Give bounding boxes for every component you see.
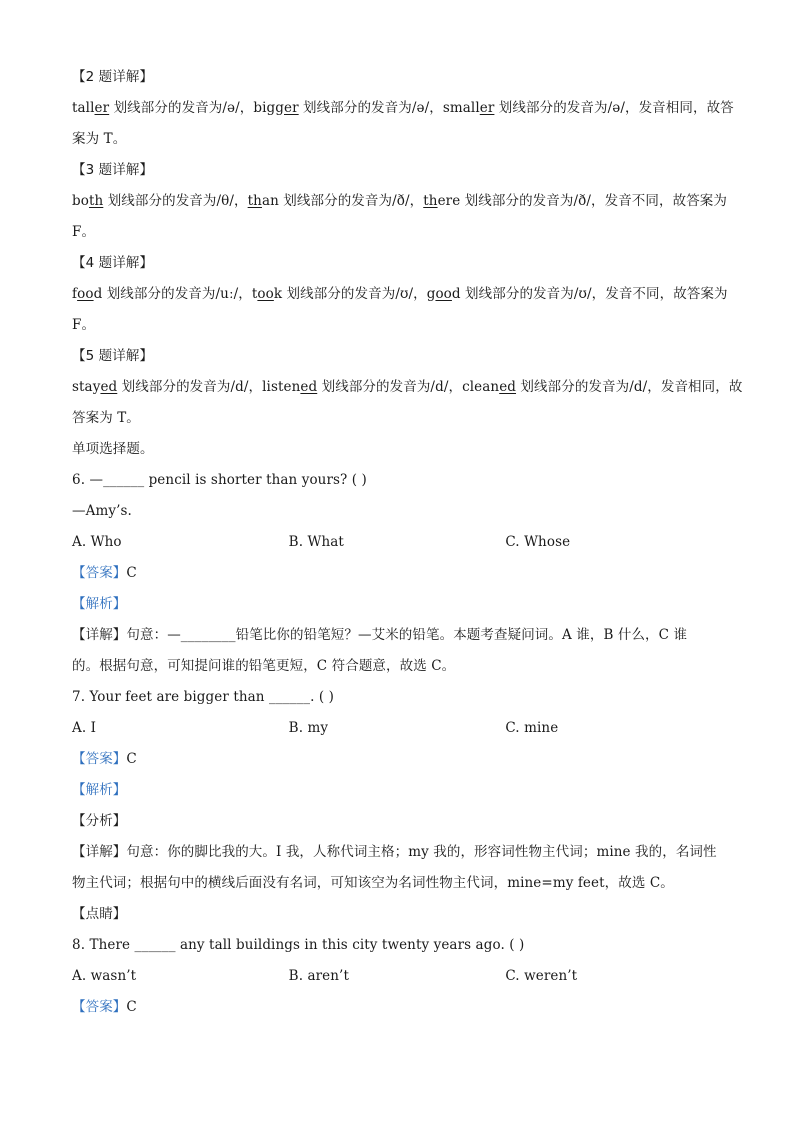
text-line: 【详解】句意：你的脚比我的大。I 我，人称代词主格；my 我的，形容词性物主代词；mine 我的，名词性: [72, 844, 717, 860]
option-a: A. Who: [72, 534, 122, 550]
document-body: [72, 62, 743, 1023]
option-c: C. weren’t: [505, 968, 578, 984]
section-heading: 【4 题详解】: [72, 255, 154, 271]
text-segment: stay: [72, 379, 101, 395]
text-line: [72, 93, 734, 124]
underlined-letters: ed: [100, 379, 118, 395]
underlined-letters: ed: [300, 379, 318, 395]
answer-value: C: [126, 999, 137, 1015]
option-a: A. I: [72, 720, 97, 736]
section-heading: 【分析】: [72, 813, 127, 829]
text-segment: 划线部分的发音为/d/，clean: [317, 379, 500, 395]
option-a: A. wasn’t: [72, 968, 137, 984]
text-line: 答案为 T。: [72, 410, 140, 426]
text-line: 6. —______ pencil is shorter than yours? ( ): [72, 472, 367, 488]
text-line: F。: [72, 224, 96, 240]
text-line: [72, 279, 728, 310]
text-line: —Amy’s.: [72, 503, 132, 519]
text-segment: ere 划线部分的发音为/ð/，发音不同，故答案为: [437, 193, 728, 209]
section-heading: 【2 题详解】: [72, 69, 154, 85]
answer-label: 【答案】: [72, 565, 127, 581]
analysis-label: [72, 589, 722, 620]
text-segment: an 划线部分的发音为/ð/，: [261, 193, 424, 209]
underlined-letters: er: [479, 100, 495, 116]
answer-label: 【答案】: [72, 751, 127, 767]
underlined-letters: er: [284, 100, 299, 116]
analysis-label: [72, 775, 722, 806]
text-line: [72, 372, 743, 403]
option-b: B. What: [288, 534, 344, 550]
text-segment: 划线部分的发音为/d/，发音相同，故: [516, 379, 743, 395]
text-line: 案为 T。: [72, 131, 127, 147]
underlined-letters: oo: [435, 286, 452, 302]
underlined-letters: oo: [257, 286, 274, 302]
underlined-letters: oo: [77, 286, 94, 302]
text-line: 的。根据句意，可知提问谁的铅笔更短，C 符合题意，故选 C。: [72, 658, 456, 674]
underlined-letters: er: [94, 100, 110, 116]
text-segment: 划线部分的发音为/d/，listen: [117, 379, 301, 395]
text-segment: tall: [72, 100, 95, 116]
text-segment: 划线部分的发音为/ə/，bigg: [109, 100, 284, 116]
answer-label: 【解析】: [72, 782, 127, 798]
section-heading: 【3 题详解】: [72, 162, 154, 178]
option-c: C. mine: [505, 720, 559, 736]
underlined-letters: ed: [499, 379, 517, 395]
answer-line: [72, 558, 722, 589]
answer-label: 【解析】: [72, 596, 127, 612]
text-segment: 划线部分的发音为/ə/，small: [298, 100, 480, 116]
answer-value: C: [126, 565, 137, 581]
underlined-letters: th: [247, 193, 262, 209]
text-segment: 划线部分的发音为/θ/，: [103, 193, 248, 209]
text-segment: bo: [72, 193, 89, 209]
text-segment: 划线部分的发音为/ə/，发音相同，故答: [494, 100, 734, 116]
answer-line: [72, 992, 722, 1023]
option-b: B. my: [288, 720, 329, 736]
answer-line: [72, 744, 722, 775]
text-line: 【详解】句意：—________铅笔比你的铅笔短？—艾米的铅笔。本题考查疑问词。A 谁，B 什么，C 谁: [72, 627, 688, 643]
underlined-letters: th: [423, 193, 438, 209]
text-line: [72, 186, 728, 217]
answer-label: 【答案】: [72, 999, 127, 1015]
text-line: 物主代词；根据句中的横线后面没有名词，可知该空为名词性物主代词，mine=my feet，故选 C。: [72, 875, 674, 891]
section-heading: 【点睛】: [72, 906, 127, 922]
text-line: 8. There ______ any tall buildings in this city twenty years ago. ( ): [72, 937, 525, 953]
underlined-letters: th: [88, 193, 104, 209]
answer-options: [72, 527, 722, 558]
answer-options: [72, 961, 722, 992]
text-line: 单项选择题。: [72, 441, 154, 457]
answer-value: C: [126, 751, 137, 767]
section-heading: 【5 题详解】: [72, 348, 154, 364]
text-segment: f: [72, 286, 78, 302]
text-segment: k 划线部分的发音为/ʊ/，g: [273, 286, 436, 302]
text-segment: d 划线部分的发音为/uː/，t: [93, 286, 258, 302]
text-segment: d 划线部分的发音为/ʊ/，发音不同，故答案为: [451, 286, 728, 302]
option-c: C. Whose: [505, 534, 571, 550]
option-b: B. aren’t: [288, 968, 349, 984]
answer-options: [72, 713, 722, 744]
text-line: F。: [72, 317, 96, 333]
text-line: 7. Your feet are bigger than ______. ( ): [72, 689, 334, 705]
